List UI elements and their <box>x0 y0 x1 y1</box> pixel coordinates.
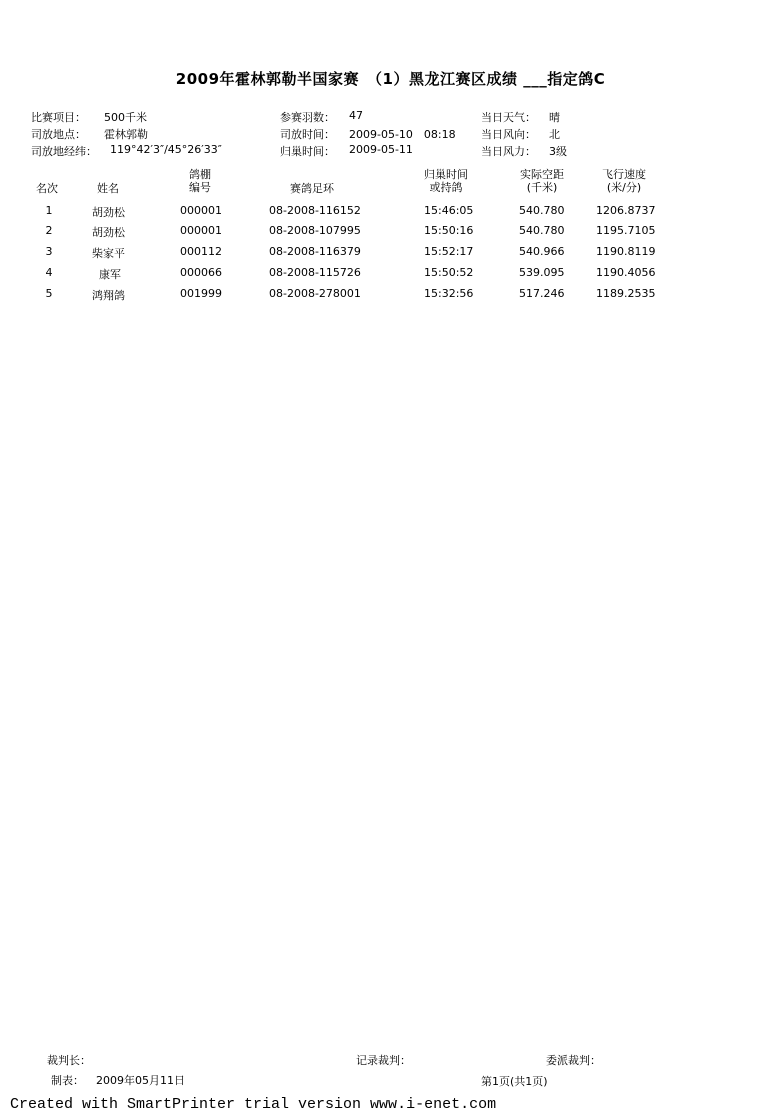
cell-rank: 4 <box>45 266 53 279</box>
cell-arrival: 15:52:17 <box>424 245 474 258</box>
coords-value: 119°42′3″/45°26′33″ <box>110 143 222 156</box>
made-label: 制表： <box>51 1074 84 1087</box>
cell-loft: 000001 <box>180 224 222 237</box>
weather-value: 晴 <box>549 111 560 124</box>
release-place-value: 霍林郭勒 <box>104 128 148 141</box>
release-time-value: 2009-05-10 08:18 <box>349 128 456 141</box>
return-time-label: 归巢时间： <box>280 145 335 158</box>
watermark: Created with SmartPrinter trial version www.i-enet.com <box>10 1096 497 1113</box>
cell-arrival: 15:50:52 <box>424 266 474 279</box>
cell-speed: 1206.8737 <box>596 204 656 217</box>
cell-name: 康军 <box>99 268 121 281</box>
page-number: 第1页(共1页) <box>481 1075 548 1088</box>
header-arrival-line1: 归巢时间 <box>424 168 468 181</box>
event-label: 比赛项目： <box>31 111 86 124</box>
header-speed-line1: 飞行速度 <box>602 168 646 181</box>
assigned-referee-label: 委派裁判： <box>546 1054 601 1067</box>
cell-ring: 08-2008-107995 <box>269 224 361 237</box>
cell-name: 柴家平 <box>92 247 125 260</box>
cell-distance: 540.966 <box>519 245 565 258</box>
header-rank: 名次 <box>36 182 58 195</box>
header-loft-line1: 鸽棚 <box>189 168 211 181</box>
header-distance <box>510 168 574 194</box>
cell-rank: 2 <box>45 224 53 237</box>
header-name: 姓名 <box>97 182 119 195</box>
header-distance-line1: 实际空距 <box>520 168 564 181</box>
cell-loft: 000001 <box>180 204 222 217</box>
cell-rank: 5 <box>45 287 53 300</box>
header-arrival-line2: 或持鸽 <box>429 181 463 194</box>
header-loft-line2: 编号 <box>189 181 211 194</box>
cell-rank: 3 <box>45 245 53 258</box>
referee-chief-label: 裁判长： <box>47 1054 91 1067</box>
cell-loft: 000112 <box>180 245 222 258</box>
header-speed <box>592 168 656 194</box>
cell-ring: 08-2008-115726 <box>269 266 361 279</box>
event-value: 500千米 <box>104 111 147 124</box>
entries-label: 参赛羽数： <box>280 111 335 124</box>
cell-speed: 1189.2535 <box>596 287 656 300</box>
cell-loft: 001999 <box>180 287 222 300</box>
header-speed-line2: (米/分) <box>606 181 642 194</box>
wind-direction-label: 当日风向： <box>481 128 536 141</box>
cell-rank: 1 <box>45 204 53 217</box>
cell-distance: 539.095 <box>519 266 565 279</box>
cell-distance: 540.780 <box>519 224 565 237</box>
weather-label: 当日天气： <box>481 111 536 124</box>
wind-direction-value: 北 <box>549 128 560 141</box>
cell-name: 鸿翔鸽 <box>92 289 125 302</box>
header-arrival <box>414 168 478 194</box>
header-distance-line2: (千米) <box>526 181 558 194</box>
cell-arrival: 15:32:56 <box>424 287 474 300</box>
cell-distance: 517.246 <box>519 287 565 300</box>
cell-ring: 08-2008-116379 <box>269 245 361 258</box>
cell-speed: 1195.7105 <box>596 224 656 237</box>
cell-arrival: 15:46:05 <box>424 204 474 217</box>
record-referee-label: 记录裁判： <box>356 1054 411 1067</box>
coords-label: 司放地经纬： <box>31 145 97 158</box>
release-time-label: 司放时间： <box>280 128 335 141</box>
cell-speed: 1190.8119 <box>596 245 656 258</box>
cell-distance: 540.780 <box>519 204 565 217</box>
release-place-label: 司放地点： <box>31 128 86 141</box>
entries-value: 47 <box>349 109 363 122</box>
wind-force-value: 3级 <box>549 145 567 158</box>
made-date: 2009年05月11日 <box>96 1074 185 1087</box>
header-loft <box>178 168 222 194</box>
cell-ring: 08-2008-278001 <box>269 287 361 300</box>
page-title: 2009年霍林郭勒半国家赛 （1）黑龙江赛区成绩 ___指定鸽C <box>175 70 606 88</box>
cell-speed: 1190.4056 <box>596 266 656 279</box>
cell-name: 胡劲松 <box>92 226 125 239</box>
header-ring: 赛鸽足环 <box>290 182 334 195</box>
return-time-value: 2009-05-11 <box>349 143 413 156</box>
cell-ring: 08-2008-116152 <box>269 204 361 217</box>
cell-name: 胡劲松 <box>92 206 125 219</box>
wind-force-label: 当日风力： <box>481 145 536 158</box>
cell-loft: 000066 <box>180 266 222 279</box>
cell-arrival: 15:50:16 <box>424 224 474 237</box>
